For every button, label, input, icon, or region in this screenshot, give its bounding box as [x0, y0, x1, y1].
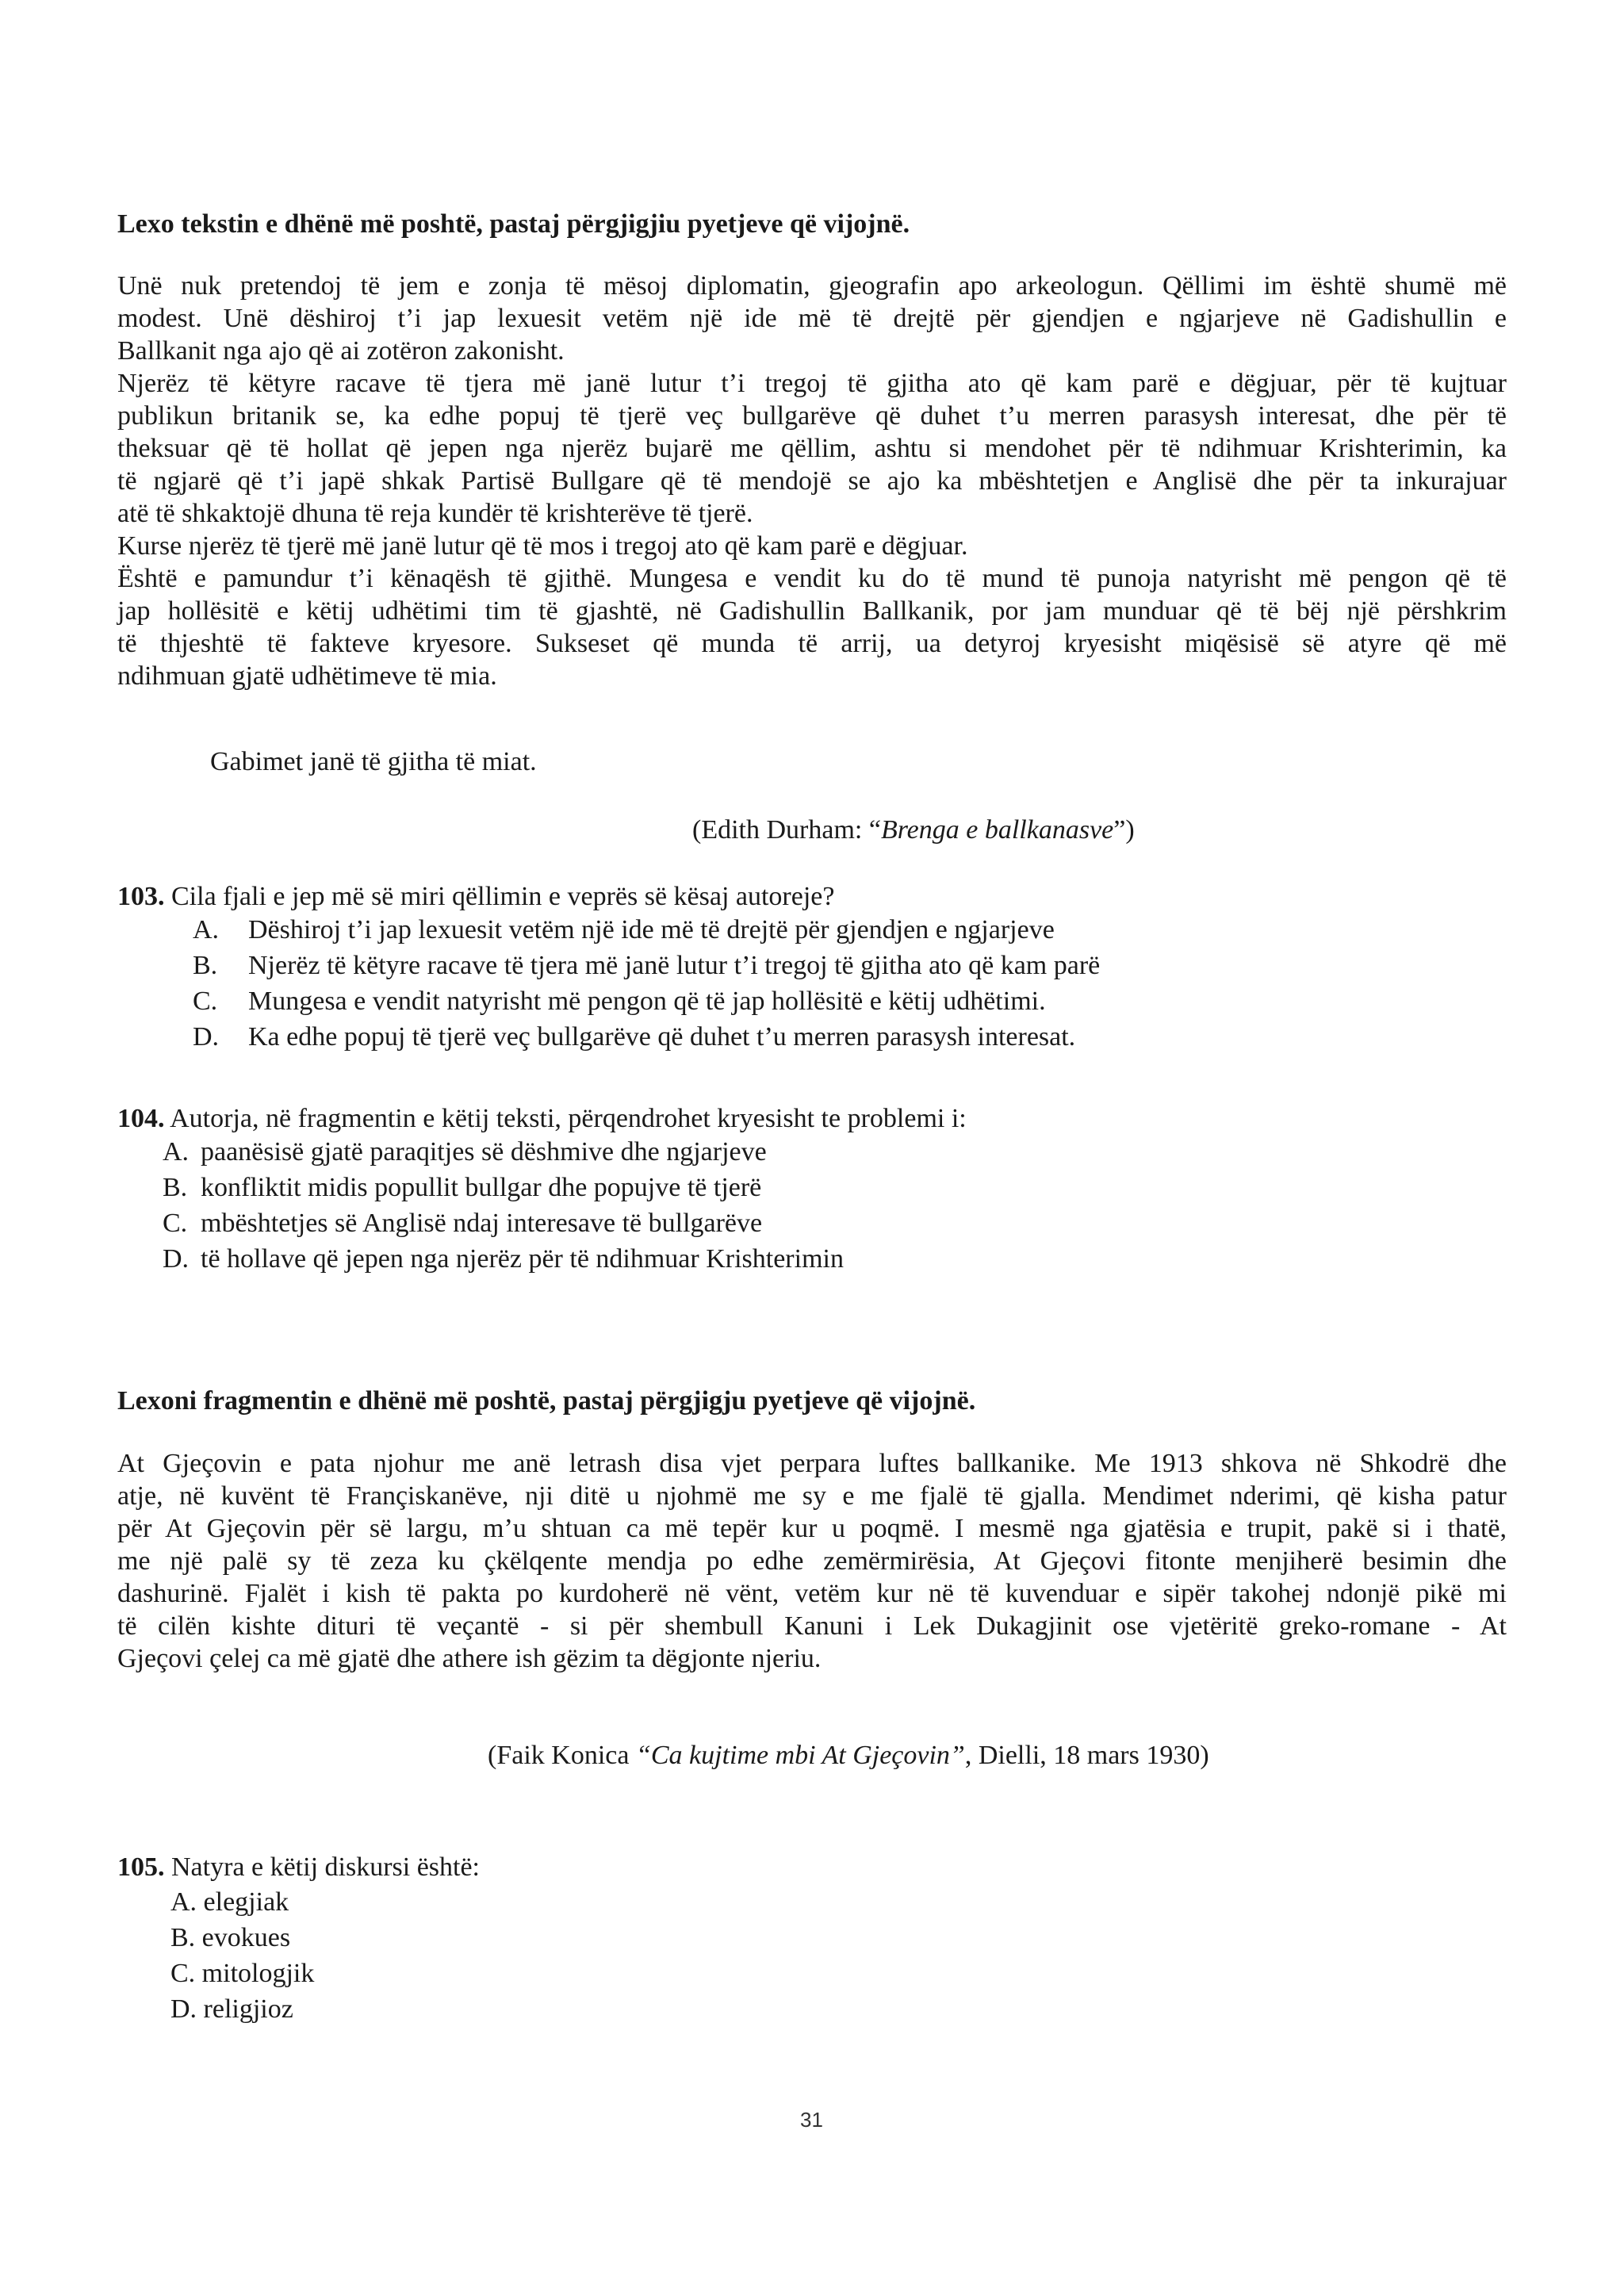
option-d: D. religjioz	[170, 1994, 293, 2024]
question-text: Natyra e këtij diskursi është:	[171, 1852, 481, 1882]
citation-prefix: (Faik Konica	[488, 1741, 636, 1770]
citation-title: “Ca kujtime mbi At Gjeçovin”	[635, 1741, 965, 1770]
option-letter: D.	[163, 1244, 190, 1274]
option-c	[163, 1205, 844, 1241]
option-letter: A.	[193, 915, 220, 944]
passage-line: dashurinë. Fjalët i kish të pakta po kurdoherë në vënt, vetëm kur në të kuvenduar e sipër takohej ndonjë pikë mi	[117, 1579, 1507, 1608]
question-105-options	[170, 1884, 314, 2027]
option-c: C. mitologjik	[170, 1959, 315, 1988]
option-letter: D.	[193, 1022, 220, 1052]
option-text: të hollave që jepen nga njerëz për të ndihmuar Krishterimin	[201, 1244, 844, 1274]
question-104	[117, 1102, 967, 1135]
section2-citation	[488, 1741, 1209, 1771]
question-103-options	[193, 912, 1100, 1055]
question-104-options	[163, 1134, 844, 1277]
option-letter: C.	[193, 987, 218, 1016]
passage-line: me një palë sy të zeza ku çkëlqente mendja po edhe zemërmirësia, At Gjeçovi fitonte menjiherë besimin dhe	[117, 1546, 1507, 1576]
question-103	[117, 880, 834, 913]
option-d	[193, 1019, 1100, 1055]
section1-closing-line: Gabimet janë të gjitha të miat.	[210, 747, 537, 776]
question-number: 104.	[117, 1104, 165, 1133]
citation-suffix: , Dielli, 18 mars 1930)	[964, 1741, 1209, 1770]
passage-line: Kurse njerëz të tjerë më janë lutur që të mos i tregoj ato që kam parë e dëgjuar.	[117, 531, 968, 561]
passage-line: për At Gjeçovin për së largu, m’u shtuan ca më tepër kur u poqmë. I mesmë nga gjatësia e trupit, pakë si i thatë,	[117, 1514, 1507, 1543]
question-text: Cila fjali e jep më së miri qëllimin e veprës së kësaj autoreje?	[171, 882, 835, 911]
citation-prefix: (Edith Durham: “	[692, 815, 881, 845]
option-a: A. elegjiak	[170, 1887, 289, 1917]
question-105	[117, 1851, 480, 1883]
option-letter: C.	[163, 1209, 188, 1238]
section2-passage	[117, 1447, 1507, 1675]
citation-suffix: ”)	[1113, 815, 1135, 845]
option-letter: B.	[163, 1173, 188, 1202]
section1-instruction: Lexo tekstin e dhënë më poshtë, pastaj përgjigjiu pyetjeve që vijojnë.	[117, 209, 910, 239]
passage-line: Ballkanit nga ajo që ai zotëron zakonisht.	[117, 336, 565, 366]
passage-line: Është e pamundur t’i kënaqësh të gjithë. Mungesa e vendit ku do të mund të punoja natyrisht më pengon që të	[117, 564, 1507, 593]
question-number: 105.	[117, 1852, 165, 1882]
section2-instruction: Lexoni fragmentin e dhënë më poshtë, pastaj përgjigju pyetjeve që vijojnë.	[117, 1386, 976, 1416]
passage-line: At Gjeçovin e pata njohur me anë letrash disa vjet perpara luftes ballkanike. Me 1913 shkova në Shkodrë dhe	[117, 1449, 1507, 1478]
option-text: Mungesa e vendit natyrisht më pengon që të jap hollësitë e këtij udhëtimi.	[248, 987, 1046, 1016]
option-b: B. evokues	[170, 1923, 291, 1952]
section1-citation	[692, 815, 1135, 845]
page-number: 31	[800, 2108, 823, 2132]
passage-line: jap hollësitë e këtij udhëtimi tim të gjashtë, në Gadishullin Ballkanik, por jam munduar që të bëj një përshkrim	[117, 596, 1507, 626]
passage-line: atë të shkaktojë dhuna të reja kundër të krishterëve të tjerë.	[117, 499, 753, 528]
passage-line: atje, në kuvënt të Françiskanëve, nji ditë u njohmë me sy e me fjalë të gjalla. Mendimet nderimi, që kisha patur	[117, 1481, 1507, 1511]
passage-line: ndihmuan gjatë udhëtimeve të mia.	[117, 661, 497, 691]
option-text: paanësisë gjatë paraqitjes së dëshmive dhe ngjarjeve	[201, 1137, 767, 1167]
option-d	[163, 1241, 844, 1277]
passage-line: të cilën kishte dituri të veçantë - si për shembull Kanuni i Lek Dukagjinit ose vjetëritë greko-romane - At	[117, 1611, 1507, 1641]
question-text: Autorja, në fragmentin e këtij teksti, përqendrohet kryesisht te problemi i:	[170, 1104, 967, 1133]
option-text: Ka edhe popuj të tjerë veç bullgarëve që duhet t’u merren parasysh interesat.	[248, 1022, 1076, 1052]
option-b	[193, 948, 1100, 983]
citation-title: Brenga e ballkanasve	[880, 815, 1114, 845]
option-letter: B.	[193, 951, 218, 980]
passage-line: Unë nuk pretendoj të jem e zonja të mësoj diplomatin, gjeografin apo arkeologun. Qëllimi im është shumë më	[117, 271, 1507, 301]
passage-line: publikun britanik se, ka edhe popuj të tjerë veç bullgarëve që duhet t’u merren parasysh interesat, dhe për të	[117, 401, 1507, 431]
question-number: 103.	[117, 882, 165, 911]
option-text: Njerëz të këtyre racave të tjera më janë lutur t’i tregoj të gjitha ato që kam parë	[248, 951, 1101, 980]
passage-line: theksuar që të hollat që jepen nga njerëz bujarë me qëllim, ashtu si mendohet për të ndihmuar Krishterimin, ka	[117, 434, 1507, 463]
option-letter: A.	[163, 1137, 190, 1167]
passage-line: të ngjarë që t’i japë shkak Partisë Bullgare që të mendojë se ajo ka mbështetjen e Anglisë dhe për ta inkurajuar	[117, 466, 1507, 496]
option-a	[193, 912, 1100, 948]
passage-line: modest. Unë dëshiroj t’i jap lexuesit vetëm një ide më të drejtë për gjendjen e ngjarjeve në Gadishullin e	[117, 304, 1507, 333]
option-a	[163, 1134, 844, 1170]
option-text: konfliktit midis popullit bullgar dhe popujve të tjerë	[201, 1173, 762, 1202]
option-text: mbështetjes së Anglisë ndaj interesave të bullgarëve	[201, 1209, 763, 1238]
option-b	[163, 1170, 844, 1205]
option-c	[193, 983, 1100, 1019]
passage-line: të thjeshtë të fakteve kryesore. Sukseset që munda të arrij, ua detyroj kryesisht miqësisë së atyre që më	[117, 629, 1507, 658]
option-text: Dëshiroj t’i jap lexuesit vetëm një ide më të drejtë për gjendjen e ngjarjeve	[248, 915, 1055, 944]
passage-line: Njerëz të këtyre racave të tjera më janë lutur t’i tregoj të gjitha ato që kam parë e dëgjuar, për të kujtuar	[117, 369, 1507, 398]
section1-passage	[117, 270, 1507, 692]
passage-line: Gjeçovi çelej ca më gjatë dhe athere ish gëzim ta dëgjonte njeriu.	[117, 1644, 822, 1673]
